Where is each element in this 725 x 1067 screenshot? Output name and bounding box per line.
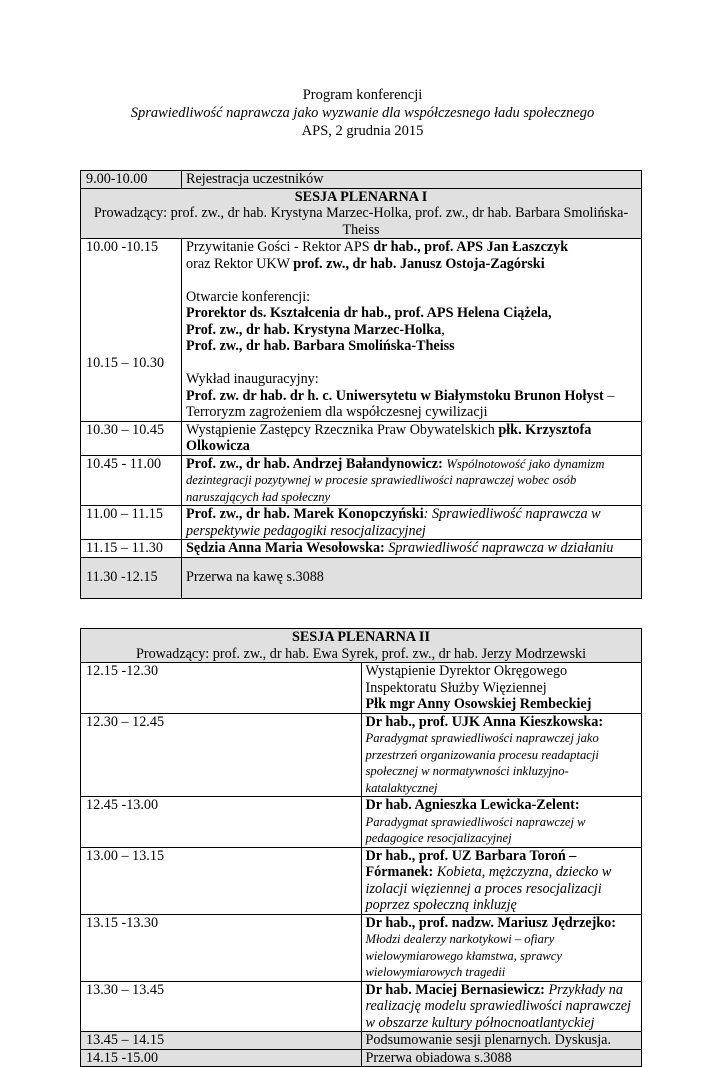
welcome-text: Przywitanie Gości - Rektor APS bbox=[186, 239, 374, 255]
table-row bbox=[81, 713, 642, 797]
row-text bbox=[361, 914, 642, 981]
row-time: 11.00 – 11.15 bbox=[81, 506, 182, 540]
row-time: 12.30 – 12.45 bbox=[81, 713, 362, 797]
table-row bbox=[81, 421, 642, 455]
session-title: SESJA PLENARNA I bbox=[294, 188, 428, 205]
separator: , bbox=[441, 321, 445, 338]
row-text: Rejestracja uczestników bbox=[182, 171, 642, 189]
speaker-name: Dr hab. Agnieszka Lewicka-Zelent: bbox=[365, 797, 580, 813]
row-time bbox=[81, 239, 182, 422]
row-text bbox=[182, 506, 642, 540]
speaker-name: Dr hab. Maciej Bernasiewicz: bbox=[365, 981, 549, 998]
session-title: SESJA PLENARNA II bbox=[292, 629, 430, 645]
row-text: Przerwa obiadowa s.3088 bbox=[361, 1049, 642, 1067]
session-header bbox=[81, 188, 642, 239]
speaker-name: dr hab., prof. APS Jan Łaszczyk bbox=[373, 239, 569, 255]
row-time: 10.45 - 11.00 bbox=[81, 455, 182, 506]
talk-title: Wspólnotowość jako dynamizm dezintegracji pozytywnej w procesie sprawiedliwości naprawczej wobec osób naruszających ład społeczny bbox=[186, 456, 605, 504]
speaker-name: Płk mgr Anny Osowskiej Rembeckiej bbox=[365, 696, 592, 712]
document-header bbox=[0, 86, 725, 140]
row-time: 13.00 – 13.15 bbox=[81, 847, 362, 914]
talk-title: Paradygmat sprawiedliwości naprawczej w pedagogice resocjalizacyjnej bbox=[365, 814, 586, 845]
row-text: Przerwa na kawę s.3088 bbox=[182, 557, 642, 599]
speaker-name: Prof. zw., dr hab. Barbara Smolińska-Theiss bbox=[186, 338, 455, 354]
lecture-title: Terroryzm zagrożeniem dla współczesnej cywilizacji bbox=[186, 404, 488, 420]
row-text bbox=[361, 663, 642, 714]
header-title: Program konferencji bbox=[302, 87, 423, 103]
table-row bbox=[81, 797, 642, 848]
table-row bbox=[81, 540, 642, 558]
talk-title: Paradygmat sprawiedliwości naprawczej jako przestrzeń organizowania procesu readaptacji społecznej w normatywności inkluzyjno-katalaktycznej bbox=[365, 731, 599, 795]
table-row bbox=[81, 171, 642, 189]
row-time: 13.15 -13.30 bbox=[81, 914, 362, 981]
talk-title: Sprawiedliwość naprawcza w działaniu bbox=[388, 540, 614, 556]
speaker-name: Prof. zw., dr hab. Krystyna Marzec-Holka bbox=[186, 321, 442, 338]
table-row bbox=[81, 663, 642, 714]
speaker-name: Dr hab., prof. UZ Barbara Toroń – Fórmanek: bbox=[365, 847, 577, 880]
speaker-name: prof. zw., dr hab. Janusz Ostoja-Zagórski bbox=[293, 255, 545, 272]
table-row bbox=[81, 847, 642, 914]
row-time: 11.15 – 11.30 bbox=[81, 540, 182, 558]
table-row bbox=[81, 557, 642, 599]
row-time: 10.30 – 10.45 bbox=[81, 421, 182, 455]
speaker-name: Prof. zw. dr hab. dr h. c. Uniwersytetu w Białymstoku Brunon Hołyst bbox=[186, 387, 604, 404]
session-moderators: Prowadzący: prof. zw., dr hab. Krystyna Marzec-Holka, prof. zw., dr hab. Barbara Smolińska-Theiss bbox=[93, 205, 629, 238]
speaker-name: Prof. zw., dr hab. Andrzej Bałandynowicz: bbox=[186, 455, 447, 472]
speaker-name: płk. Krzysztofa Olkowicza bbox=[186, 421, 592, 454]
row-time: 11.30 -12.15 bbox=[81, 557, 182, 599]
row-text bbox=[361, 847, 642, 914]
inaugural-time: 10.15 – 10.30 bbox=[86, 354, 165, 371]
row-time: 13.45 – 14.15 bbox=[81, 1032, 362, 1050]
session-header bbox=[81, 629, 642, 663]
talk-title: : Sprawiedliwość naprawcza w perspektywie pedagogiki resocjalizacyjnej bbox=[186, 506, 601, 539]
row-time: 9.00-10.00 bbox=[81, 171, 182, 189]
session-header-row bbox=[81, 629, 642, 663]
speaker-name: Dr hab., prof. nadzw. Mariusz Jędrzejko: bbox=[365, 914, 617, 931]
talk-title: Młodzi dealerzy narkotykowi – ofiary wielowymiarowego kłamstwa, sprawcy wielowymiarowych tragedii bbox=[365, 932, 562, 979]
row-time: 12.45 -13.00 bbox=[81, 797, 362, 848]
table-row bbox=[81, 1049, 642, 1067]
row-text bbox=[182, 455, 642, 506]
row-text bbox=[182, 239, 642, 422]
row-text bbox=[182, 421, 642, 455]
speaker-name: Prof. zw., dr hab. Marek Konopczyński bbox=[186, 506, 424, 522]
inaugural-label: Wykład inauguracyjny: bbox=[186, 371, 319, 387]
row-time: 14.15 -15.00 bbox=[81, 1049, 362, 1067]
conference-title: Sprawiedliwość naprawcza jako wyzwanie dla współczesnego ładu społecznego bbox=[130, 105, 595, 121]
talk-text: Wystąpienie Zastępcy Rzecznika Praw Obywatelskich bbox=[186, 421, 499, 438]
row-text bbox=[182, 540, 642, 558]
speaker-name: Sędzia Anna Maria Wesołowska: bbox=[186, 540, 389, 556]
talk-title: Kobieta, mężczyzna, dziecko w izolacji więziennej a proces resocjalizacji poprzez społeczną inkluzję bbox=[365, 864, 612, 913]
separator: – bbox=[603, 387, 615, 404]
speaker-name: Dr hab., prof. UJK Anna Kieszkowska: bbox=[365, 713, 604, 730]
program-table-session-2 bbox=[80, 628, 642, 1067]
program-table-session-1 bbox=[80, 170, 642, 599]
welcome-time: 10.00 -10.15 bbox=[86, 239, 159, 255]
row-time: 12.15 -12.30 bbox=[81, 663, 362, 714]
session-moderators: Prowadzący: prof. zw., dr hab. Ewa Syrek, prof. zw., dr hab. Jerzy Modrzewski bbox=[135, 645, 587, 662]
talk-title: Przykłady na realizację modelu sprawiedliwości naprawczej w obszarze kultury północnoatlantyckiej bbox=[365, 981, 631, 1031]
table-row bbox=[81, 239, 642, 422]
row-text bbox=[361, 797, 642, 848]
conference-place-date: APS, 2 grudnia 2015 bbox=[301, 123, 424, 139]
talk-text: Wystąpienie Dyrektor Okręgowego Inspektoratu Służby Więziennej bbox=[365, 663, 568, 696]
opening-label: Otwarcie konferencji: bbox=[186, 288, 311, 305]
speaker-name: Prorektor ds. Kształcenia dr hab., prof. APS Helena Ciążela, bbox=[186, 305, 552, 321]
table-row bbox=[81, 1032, 642, 1050]
session-header-row bbox=[81, 188, 642, 239]
row-text: Podsumowanie sesji plenarnych. Dyskusja. bbox=[361, 1032, 642, 1050]
row-text bbox=[361, 713, 642, 797]
table-row bbox=[81, 914, 642, 981]
welcome-text: oraz Rektor UKW bbox=[186, 255, 294, 272]
table-row bbox=[81, 506, 642, 540]
table-row bbox=[81, 455, 642, 506]
row-time: 13.30 – 13.45 bbox=[81, 981, 362, 1032]
